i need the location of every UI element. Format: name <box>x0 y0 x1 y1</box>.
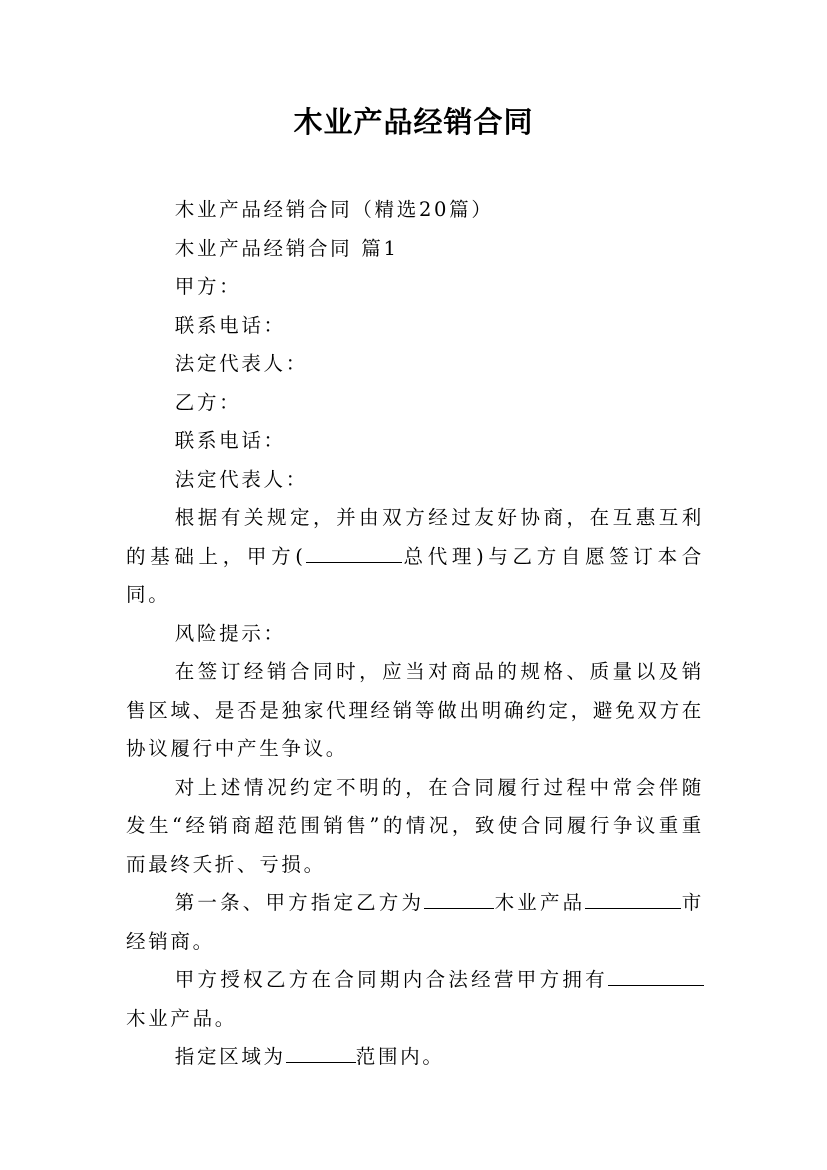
paragraph-party-b-phone: 联系电话： <box>174 429 286 452</box>
article-1-text-middle: 木业产品 <box>494 891 586 914</box>
paragraph-party-a-phone: 联系电话： <box>174 313 286 337</box>
paragraph-risk-note-2: 对上述情况约定不明的，在合同履行过程中常会伴随发生“经销商超范围销售”的情况，致使合同履行争议重重而最终夭折、亏损。 <box>126 775 704 876</box>
blank-line <box>286 1042 356 1063</box>
paragraph-party-a: 甲方： <box>174 275 242 298</box>
article-1-text-start: 第一条、甲方指定乙方为 <box>174 891 425 914</box>
blank-line <box>608 965 704 986</box>
blank-line <box>306 541 402 562</box>
article-1-text-end: 市经销商。 <box>126 891 705 953</box>
paragraph-article-1 <box>126 884 704 961</box>
paragraph-party-b: 乙方： <box>174 390 242 414</box>
blank-line <box>424 888 494 909</box>
paragraph-region <box>126 1038 704 1077</box>
paragraph-section-heading: 木业产品经销合同 篇1 <box>174 236 399 260</box>
preamble-text-end: 总代理)与乙方自愿签订本合同。 <box>126 544 704 606</box>
paragraph-risk-heading: 风险提示： <box>174 621 286 645</box>
region-text-end: 范围内。 <box>355 1045 445 1068</box>
authorization-text-start: 甲方授权乙方在合同期内合法经营甲方拥有 <box>174 968 608 991</box>
region-text-start: 指定区域为 <box>174 1045 286 1068</box>
paragraph-preamble <box>126 499 704 615</box>
preamble-text-start: 根据有关规定，并由双方经过友好协商，在互惠互利的基础上，甲方( <box>126 506 704 568</box>
document-body <box>126 191 704 1077</box>
paragraph-subtitle: 木业产品经销合同（精选20篇） <box>174 198 494 221</box>
paragraph-authorization <box>126 961 704 1038</box>
paragraph-party-b-representative: 法定代表人： <box>174 467 308 491</box>
blank-line <box>585 888 681 909</box>
authorization-text-end: 木业产品。 <box>126 1006 238 1030</box>
paragraph-party-a-representative: 法定代表人： <box>174 352 308 375</box>
paragraph-risk-note-1: 在签订经销合同时，应当对商品的规格、质量以及销售区域、是否是独家代理经销等做出明确约定，避免双方在协议履行中产生争议。 <box>126 660 704 760</box>
document-title: 木业产品经销合同 <box>293 105 534 139</box>
